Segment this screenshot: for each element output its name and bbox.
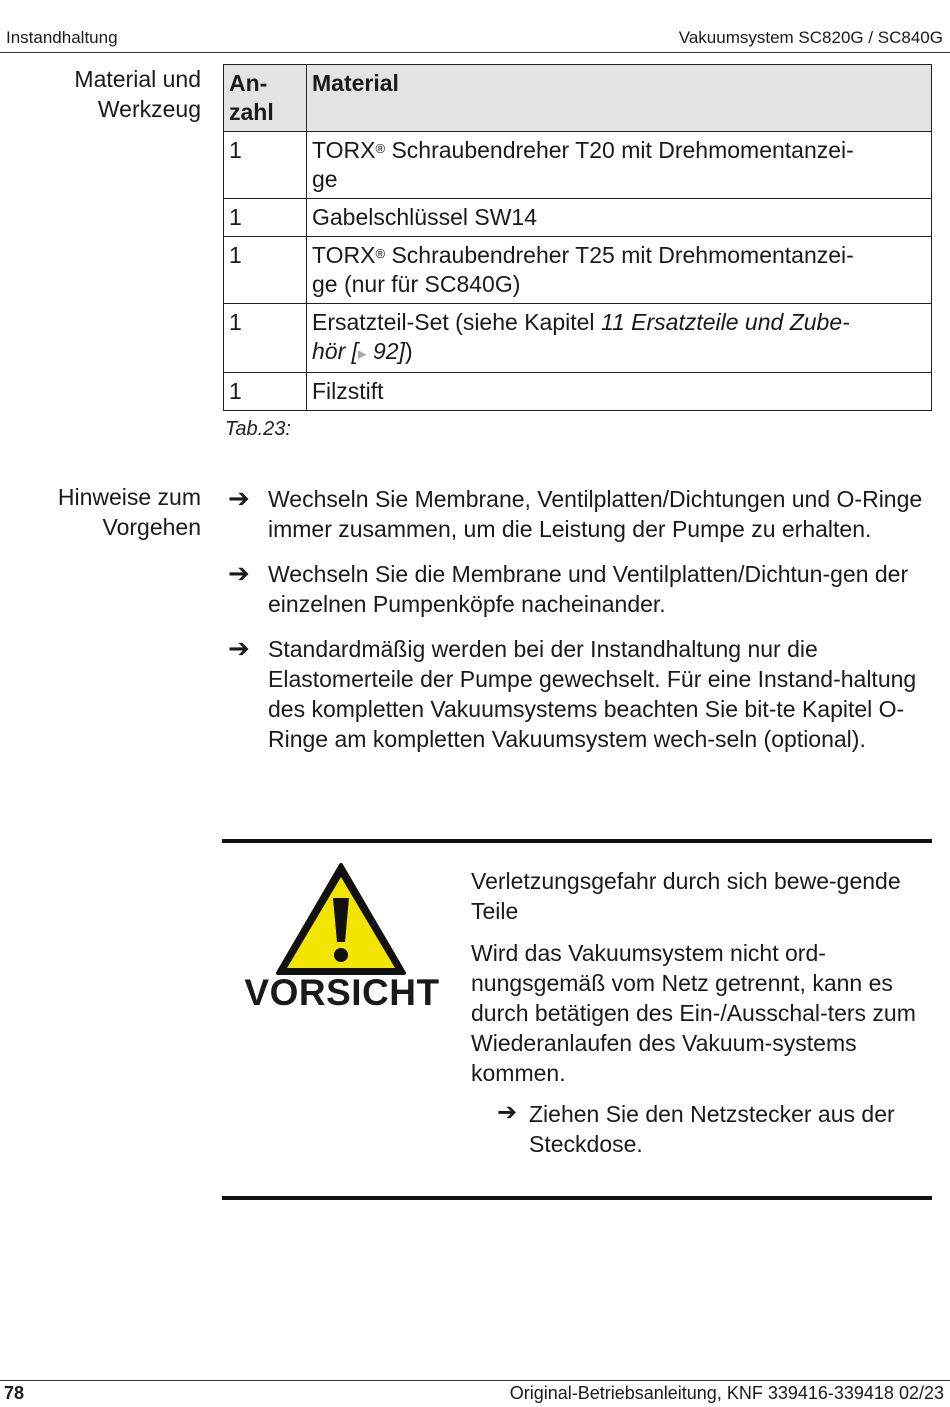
row-material xyxy=(307,132,932,199)
right-arrow-icon: ➔ xyxy=(228,633,250,663)
hazard-description: Wird das Vakuumsystem nicht ord-nungsgemäß vom Netz getrennt, kann es durch betätigen des Ein-/Ausschal-ters zum Wiederanlaufen des Vakuum-systems kommen. xyxy=(471,940,916,1086)
procedure-step xyxy=(228,559,928,619)
procedure-step xyxy=(228,484,928,544)
table-row xyxy=(224,304,932,373)
page-reference-arrow-icon: ▸ xyxy=(358,344,367,363)
header-count xyxy=(224,65,307,132)
procedure-step xyxy=(228,634,928,754)
material-label-line2: Werkzeug xyxy=(97,96,201,122)
table-caption: Tab.23: xyxy=(225,418,291,440)
material-text: Schraubendreher T25 mit Drehmomentanzei- ge (nur für SC840G) xyxy=(312,242,854,297)
warning-action xyxy=(471,1099,931,1159)
document-id: Original-Betriebsanleitung, KNF 339416-339418 02/23 xyxy=(509,1383,944,1403)
running-header-product: Vakuumsystem SC820G / SC840G xyxy=(678,28,943,47)
warning-bottom-rule xyxy=(222,1196,932,1200)
row-material: Gabelschlüssel SW14 xyxy=(307,199,932,237)
header-rule xyxy=(0,52,950,53)
running-header-chapter: Instandhaltung xyxy=(6,28,118,47)
material-text: Ersatzteil-Set (siehe Kapitel xyxy=(312,309,601,335)
hazard-title: Verletzungsgefahr durch sich bewe-gende Teile xyxy=(471,868,901,924)
warning-triangle-icon xyxy=(275,862,407,976)
warning-text xyxy=(471,866,931,1159)
material-table xyxy=(223,64,932,411)
row-material xyxy=(307,304,932,373)
footer-rule xyxy=(0,1380,950,1381)
table-row xyxy=(224,373,932,411)
signal-word: VORSICHT xyxy=(244,972,440,1013)
right-arrow-icon: ➔ xyxy=(228,483,250,513)
step-text: Wechseln Sie Membrane, Ventilplatten/Dichtungen und O-Ringe immer zusammen, um die Leistung der Pumpe zu erhalten. xyxy=(268,486,923,542)
procedure-label-line1: Hinweise zum xyxy=(57,484,201,510)
procedure-label-line2: Vorgehen xyxy=(102,514,201,540)
table-row xyxy=(224,132,932,199)
step-text: Standardmäßig werden bei der Instandhaltung nur die Elastomerteile der Pumpe gewechselt. Für eine Instand-haltung des kompletten Vakuumsystems beachten Sie bit-te Kapitel O-Ringe am kompletten Vakuumsystem wech-seln (optional). xyxy=(268,636,917,752)
material-text: TORX xyxy=(312,242,376,268)
table-row xyxy=(224,199,932,237)
material-section-label xyxy=(0,64,201,124)
procedure-steps xyxy=(228,484,928,769)
material-text: TORX xyxy=(312,137,376,163)
material-text: ) xyxy=(404,338,413,364)
material-label-line1: Material und xyxy=(74,66,201,92)
registered-mark: ® xyxy=(375,246,386,261)
warning-top-rule xyxy=(222,839,932,843)
row-material: Filzstift xyxy=(307,373,932,411)
action-text: Ziehen Sie den Netzstecker aus der Steckdose. xyxy=(529,1101,895,1157)
right-arrow-icon: ➔ xyxy=(497,1099,518,1126)
step-text: Wechseln Sie die Membrane und Ventilplatten/Dichtun-gen der einzelnen Pumpenköpfe nacheinander. xyxy=(268,561,909,617)
row-count: 1 xyxy=(224,373,307,411)
header-count-text: An- zahl xyxy=(229,70,274,125)
row-count: 1 xyxy=(224,132,307,199)
material-text: Schraubendreher T20 mit Drehmomentanzei- ge xyxy=(312,137,854,192)
registered-mark: ® xyxy=(375,141,386,156)
page-number: 78 xyxy=(4,1383,25,1403)
row-count: 1 xyxy=(224,237,307,304)
header-material: Material xyxy=(307,65,932,132)
right-arrow-icon: ➔ xyxy=(228,558,250,588)
row-count: 1 xyxy=(224,304,307,373)
procedure-section-label xyxy=(0,482,201,542)
cross-reference-text: 11 Ersatzteile und Zube- hör [ xyxy=(312,309,850,364)
table-header-row xyxy=(224,65,932,132)
cross-reference-page: 92] xyxy=(366,338,405,364)
row-count: 1 xyxy=(224,199,307,237)
table-row xyxy=(224,237,932,304)
row-material xyxy=(307,237,932,304)
